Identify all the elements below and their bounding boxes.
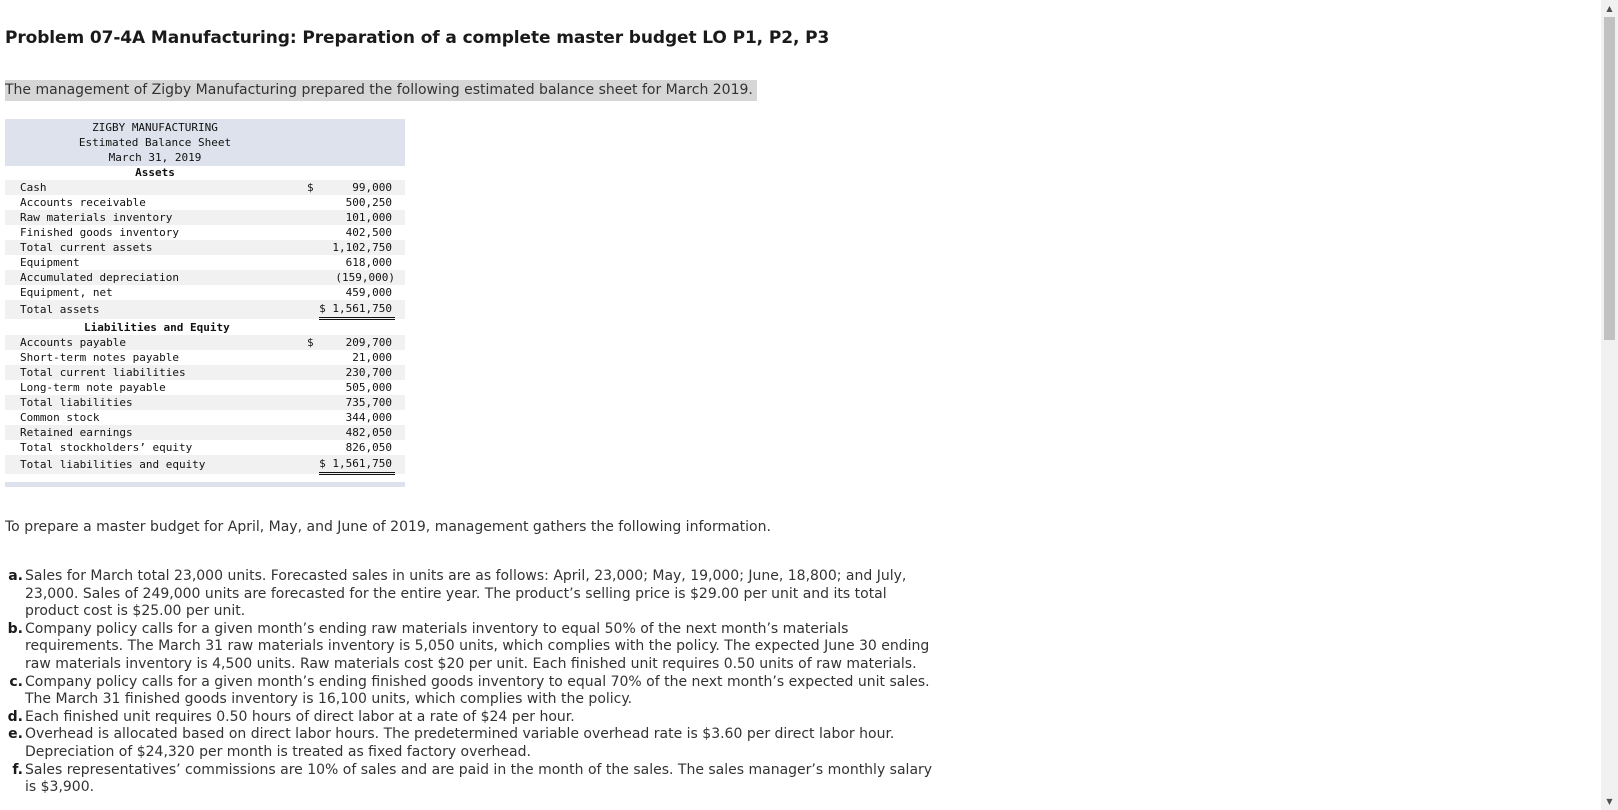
item-text: Company policy calls for a given month’s ending finished goods inventory to equal 70% of the next month’s expected unit sales. The March 31 finished goods inventory is 16,100 units, which complies with the policy. — [25, 673, 930, 708]
balance-row — [5, 285, 405, 300]
row-amount: 101,000 — [345, 211, 392, 224]
scrollbar-thumb[interactable] — [1604, 17, 1615, 340]
item-marker: a. — [8, 568, 23, 584]
item-text: Overhead is allocated based on direct labor hours. The predetermined variable overhead rate is $3.60 per direct labor hour. Depreciation of $24,320 per month is treated as fixed factory overhead. — [25, 726, 895, 760]
list-item — [5, 709, 935, 727]
row-amount: 402,500 — [324, 225, 395, 241]
item-text: Sales representatives’ commissions are 10% of sales and are paid in the month of the sales. The sales manager’s monthly salary is $3,900. — [25, 761, 933, 796]
balance-row — [5, 180, 405, 195]
vertical-scrollbar[interactable] — [1601, 0, 1618, 810]
row-label: Accounts payable — [20, 336, 126, 349]
list-item — [5, 726, 935, 761]
instructions-paragraph: To prepare a master budget for April, May, and June of 2019, management gathers the following information. — [5, 519, 771, 535]
item-marker: d. — [7, 708, 23, 725]
balance-row — [5, 240, 405, 255]
scroll-down-arrow-icon[interactable]: ▼ — [1606, 797, 1613, 806]
company-name: ZIGBY MANUFACTURING — [92, 121, 218, 134]
balance-row — [5, 410, 405, 425]
intro-text: The management of Zigby Manufacturing prepared the following estimated balance sheet for March 2019. — [5, 80, 757, 101]
row-label: Accounts receivable — [20, 196, 146, 209]
list-item — [5, 621, 935, 674]
list-item — [5, 762, 935, 797]
balance-row — [5, 270, 405, 285]
row-label: Total liabilities — [20, 396, 133, 409]
statement-name: Estimated Balance Sheet — [78, 136, 232, 149]
balance-row — [5, 440, 405, 455]
row-amount: $ 1,561,750 — [319, 300, 395, 320]
balance-row — [5, 350, 405, 365]
row-amount: 482,050 — [324, 425, 395, 441]
row-label: Equipment, net — [20, 286, 113, 299]
row-label: Accumulated depreciation — [20, 271, 179, 284]
statement-date: March 31, 2019 — [108, 151, 202, 164]
liabilities-heading: Liabilities and Equity — [84, 321, 230, 334]
row-label: Finished goods inventory — [20, 226, 179, 239]
balance-row — [5, 395, 405, 410]
row-amount: 735,700 — [345, 396, 392, 409]
information-list — [5, 568, 935, 797]
row-label: Total current assets — [20, 241, 153, 254]
row-amount: 505,000 — [324, 380, 395, 396]
balance-row — [5, 255, 405, 270]
row-label: Total stockholders’ equity — [20, 441, 193, 454]
balance-row — [5, 455, 405, 474]
assets-heading: Assets — [135, 166, 175, 179]
balance-row — [5, 380, 405, 395]
row-amount: $ 1,561,750 — [319, 455, 395, 475]
balance-row — [5, 425, 405, 440]
row-label: Total liabilities and equity — [20, 458, 206, 471]
row-label: Retained earnings — [20, 426, 133, 439]
row-label: Raw materials inventory — [20, 211, 173, 224]
item-text: Each finished unit requires 0.50 hours of direct labor at a rate of $24 per hour. — [25, 708, 575, 725]
row-amount: 618,000 — [345, 256, 392, 269]
row-label: Long-term note payable — [20, 381, 166, 394]
row-amount: 230,700 — [345, 366, 392, 379]
balance-sheet — [5, 119, 405, 487]
row-label: Equipment — [20, 256, 80, 269]
page-title: Problem 07-4A Manufacturing: Preparation of a complete master budget LO P1, P2, P3 — [5, 28, 830, 48]
row-amount: (159,000) — [323, 270, 395, 286]
balance-row — [5, 225, 405, 240]
row-amount: 459,000 — [324, 285, 395, 301]
balance-row — [5, 210, 405, 225]
row-label: Total assets — [20, 303, 100, 316]
row-label: Short-term notes payable — [20, 351, 179, 364]
item-marker: c. — [9, 673, 23, 690]
liabilities-section — [5, 335, 405, 474]
row-label: Common stock — [20, 411, 100, 424]
row-label: Cash — [20, 181, 47, 194]
balance-row — [5, 300, 405, 319]
assets-section — [5, 180, 405, 319]
balance-row — [5, 195, 405, 210]
currency-symbol: $ — [307, 336, 314, 349]
scroll-up-arrow-icon[interactable]: ▲ — [1606, 4, 1613, 13]
list-item — [5, 674, 935, 709]
item-marker: e. — [8, 726, 23, 743]
row-amount: 826,050 — [324, 440, 395, 456]
balance-row — [5, 335, 405, 350]
balance-sheet-footer — [5, 482, 405, 487]
row-amount: 344,000 — [345, 411, 392, 424]
row-amount: 21,000 — [324, 350, 395, 366]
item-marker: f. — [12, 761, 23, 778]
item-marker: b. — [7, 620, 23, 637]
row-amount: 500,250 — [345, 196, 392, 209]
currency-symbol: $ — [307, 181, 314, 194]
item-text: Sales for March total 23,000 units. Forecasted sales in units are as follows: April, 23,000; May, 19,000; June, 18,800; and July, 23,000. Sales of 249,000 units are forecasted for the entire year. The product’s selling price is $29.00 per unit and its total product cost is $25.00 per unit. — [25, 568, 907, 620]
row-amount: 99,000 — [352, 181, 392, 194]
row-amount: 209,700 — [345, 336, 392, 349]
balance-row — [5, 365, 405, 380]
list-item — [5, 568, 935, 621]
row-amount: 1,102,750 — [332, 241, 392, 254]
row-label: Total current liabilities — [20, 366, 186, 379]
balance-sheet-header — [5, 119, 405, 166]
item-text: Company policy calls for a given month’s ending raw materials inventory to equal 50% of the next month’s materials requirements. The March 31 raw materials inventory is 5,050 units, which complies with the policy. The expected June 30 ending raw materials inventory is 4,500 units. Raw materials cost $20 per unit. Each finished unit requires 0.50 units of raw materials. — [25, 620, 930, 672]
